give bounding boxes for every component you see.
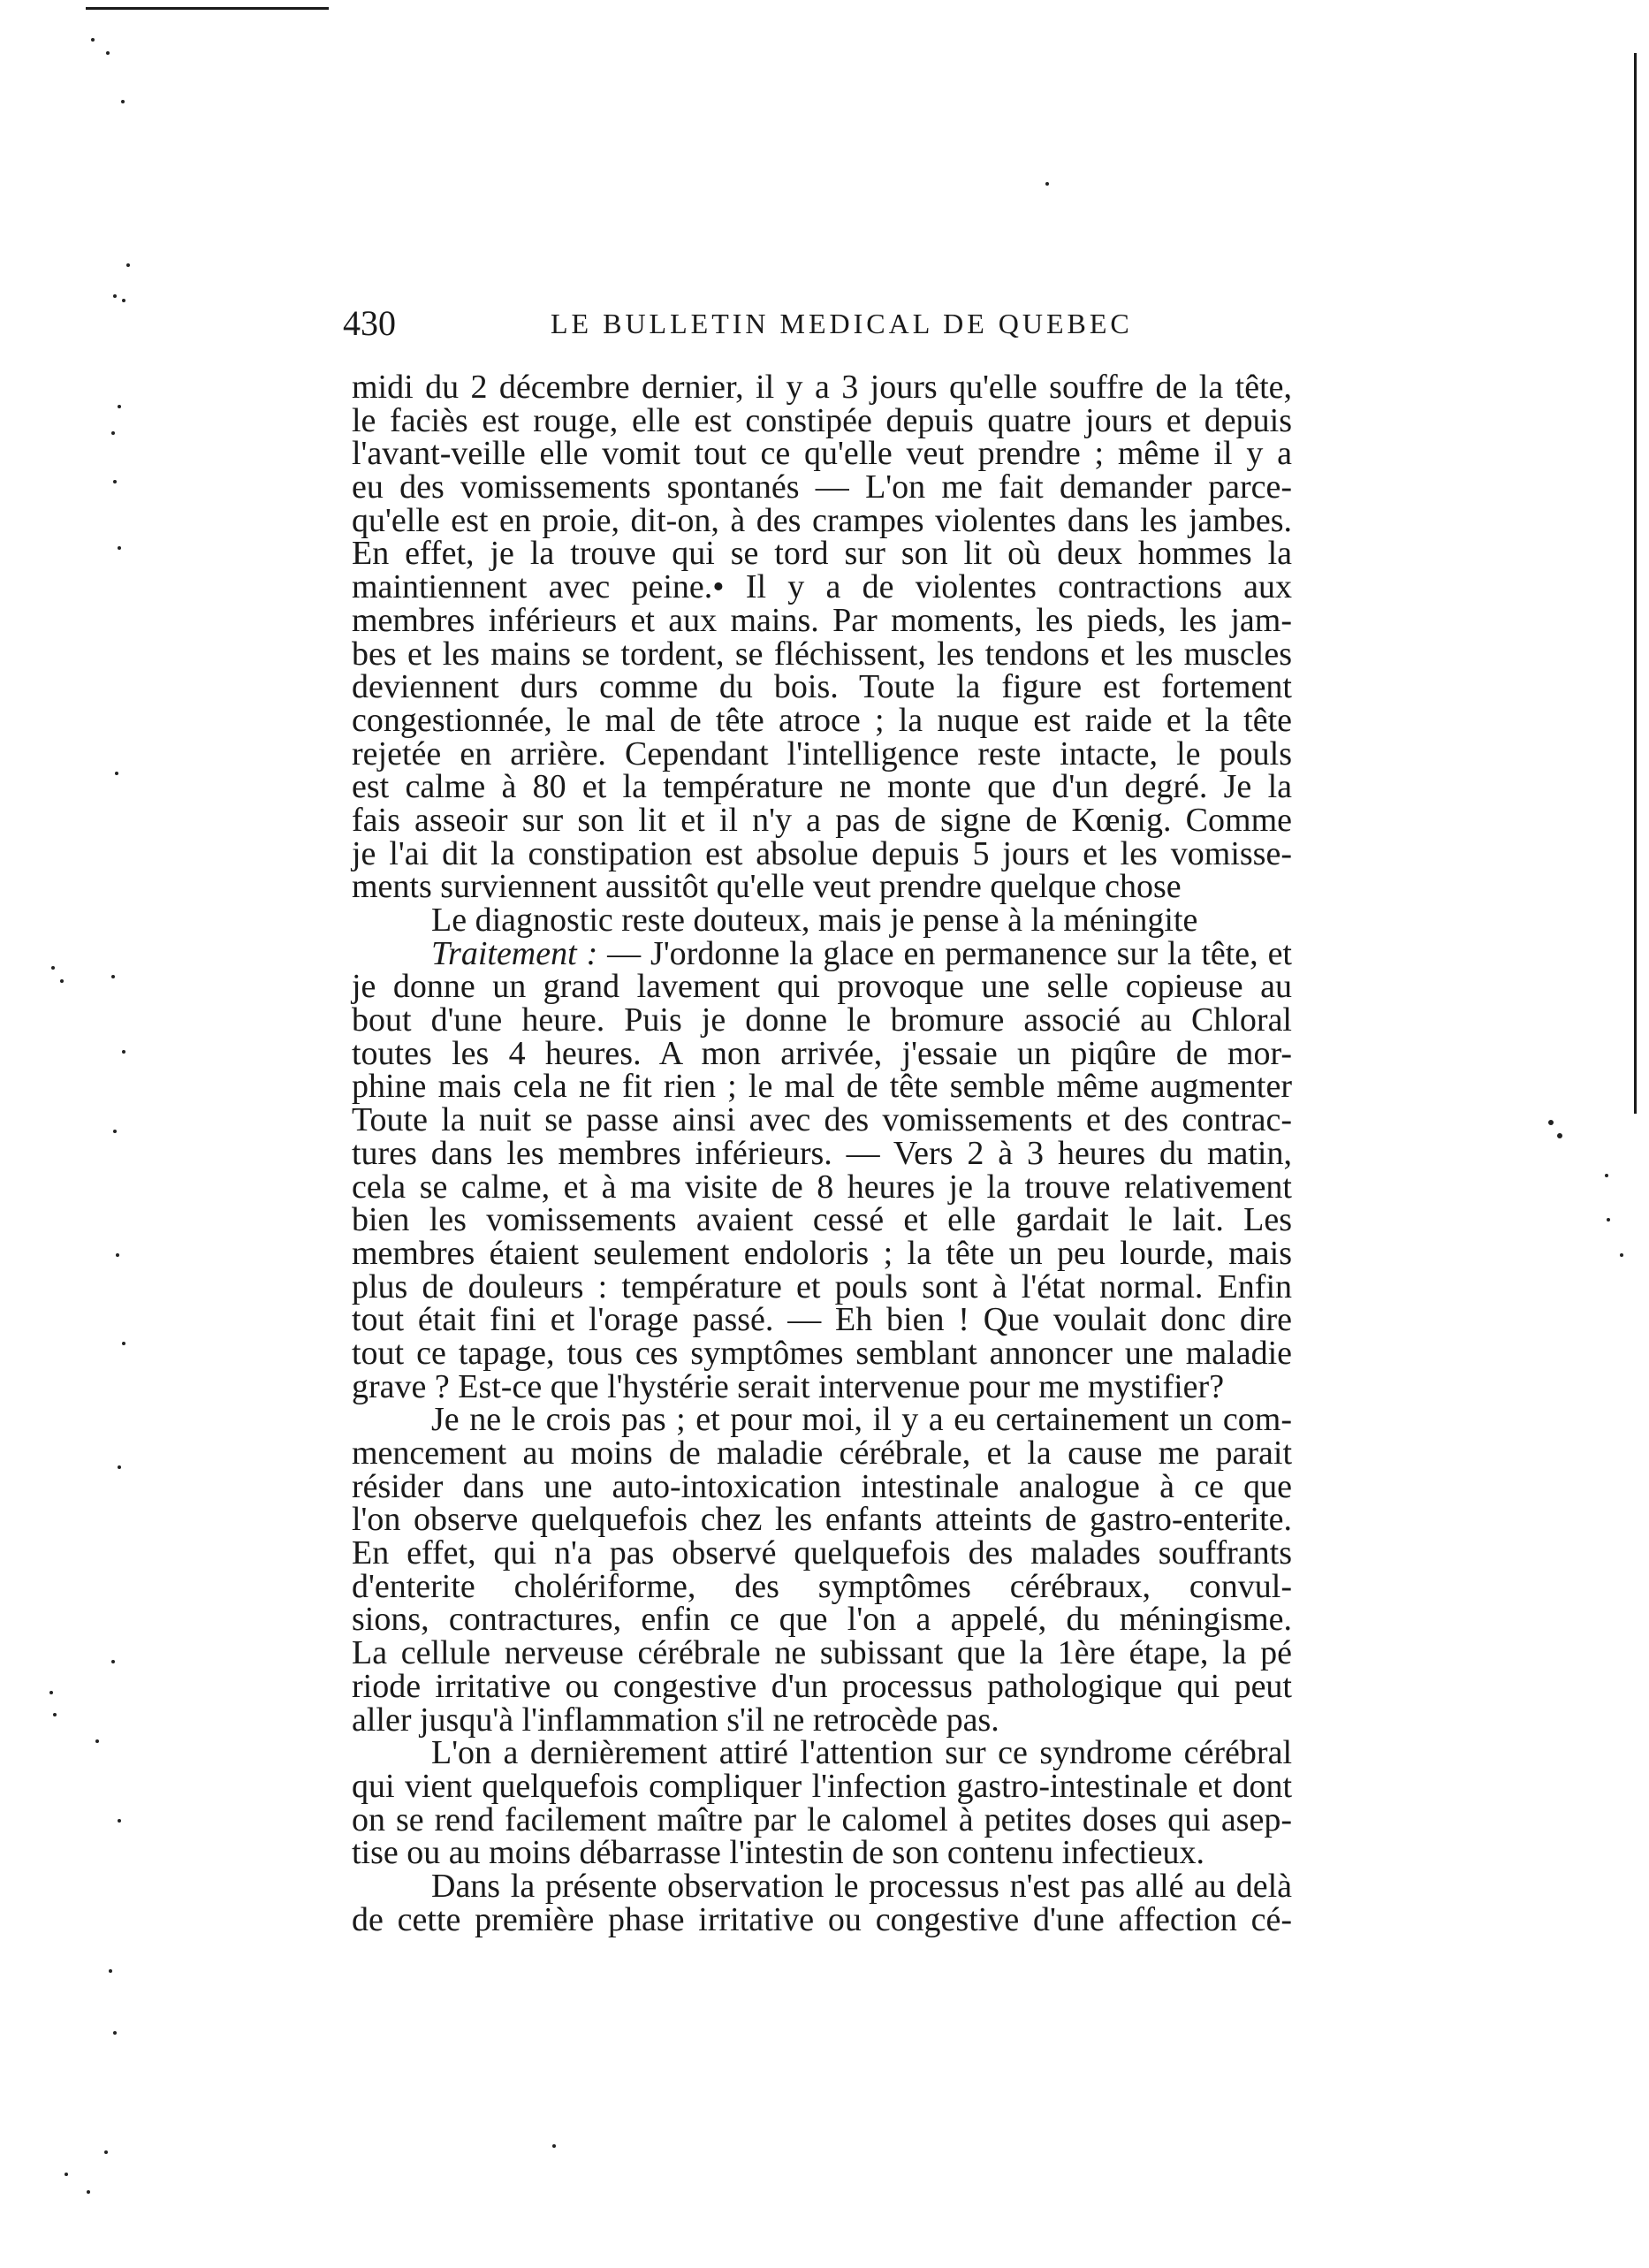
text-line: fais asseoir sur son lit et il n'y a pas de signe de Kœnig. Comme xyxy=(352,801,1292,839)
paragraph-start-line: Traitement : — J'ordonne la glace en permanence sur la tête, et xyxy=(431,934,1292,972)
body-text xyxy=(352,371,1292,1937)
page-number: 430 xyxy=(343,303,396,343)
paragraph-start-line: Je ne le crois pas ; et pour moi, il y a eu certainement un com- xyxy=(431,1401,1292,1439)
text-line: sions, contractures, enfin ce que l'on a appelé, du méningisme. xyxy=(352,1601,1292,1639)
paragraph-start-line: Dans la présente observation le processus n'est pas allé au delà xyxy=(431,1867,1292,1905)
text-line: je l'ai dit la constipation est absolue depuis 5 jours et les vomisse- xyxy=(352,834,1292,872)
text-line: tures dans les membres inférieurs. — Vers 2 à 3 heures du matin, xyxy=(352,1134,1292,1172)
text-line: aller jusqu'à l'inflammation s'il ne retrocède pas. xyxy=(352,1701,999,1739)
text-line: tise ou au moins débarrasse l'intestin de son contenu infectieux. xyxy=(352,1834,1205,1872)
text-line: En effet, qui n'a pas observé quelquefois des malades souffrants xyxy=(352,1534,1292,1572)
text-line: tout ce tapage, tous ces symptômes semblant annoncer une maladie xyxy=(352,1334,1292,1372)
text-line: je donne un grand lavement qui provoque une selle copieuse au xyxy=(352,968,1292,1006)
text-line: membres étaient seulement endoloris ; la tête un peu lourde, mais xyxy=(352,1234,1292,1272)
text-line: de cette première phase irritative ou congestive d'une affection cé- xyxy=(352,1900,1292,1938)
text-line: est calme à 80 et la température ne monte que d'un degré. Je la xyxy=(352,768,1292,806)
text-line: grave ? Est-ce que l'hystérie serait intervenue pour me mystifier? xyxy=(352,1367,1225,1405)
top-rule xyxy=(86,7,329,10)
text-line: membres inférieurs et aux mains. Par moments, les pieds, les jam- xyxy=(352,601,1292,639)
text-line: maintiennent avec peine.• Il y a de violentes contractions aux xyxy=(352,568,1292,606)
text-line: cela se calme, et à ma visite de 8 heures je la trouve relativement xyxy=(352,1168,1292,1206)
text-line: plus de douleurs : température et pouls sont à l'état normal. Enfin xyxy=(352,1267,1292,1305)
text-line: En effet, je la trouve qui se tord sur son lit où deux hommes la xyxy=(352,535,1292,573)
text-line: qui vient quelquefois compliquer l'infection gastro-intestinale et dont xyxy=(352,1767,1292,1805)
text-line: eu des vomissements spontanés — L'on me fait demander parce- xyxy=(352,468,1292,506)
paragraph-start-line: Le diagnostic reste douteux, mais je pense à la méningite xyxy=(431,902,1198,939)
text-line: d'enterite cholériforme, des symptômes cérébraux, convul- xyxy=(352,1567,1292,1605)
text-line: mencement au moins de maladie cérébrale, et la cause me parait xyxy=(352,1435,1292,1472)
text-line: bes et les mains se tordent, se fléchissent, les tendons et les muscles xyxy=(352,635,1292,673)
text-line: Toute la nuit se passe ainsi avec des vomissements et des contrac- xyxy=(352,1101,1292,1139)
text-line: phine mais cela ne fit rien ; le mal de tête semble même augmenter xyxy=(352,1068,1292,1106)
text-line: riode irritative ou congestive d'un processus pathologique qui peut xyxy=(352,1667,1292,1705)
text-line: ments surviennent aussitôt qu'elle veut prendre quelque chose xyxy=(352,868,1182,906)
text-line: résider dans une auto-intoxication intestinale analogue à ce que xyxy=(352,1467,1292,1505)
text-line: le faciès est rouge, elle est constipée depuis quatre jours et depuis xyxy=(352,401,1292,439)
text-line: tout était fini et l'orage passé. — Eh bien ! Que voulait donc dire xyxy=(352,1301,1292,1339)
text-line: La cellule nerveuse cérébrale ne subissant que la 1ère étape, la pé xyxy=(352,1634,1292,1672)
text-line: congestionnée, le mal de tête atroce ; la nuque est raide et la tête xyxy=(352,701,1292,739)
paragraph-start-line: L'on a dernièrement attiré l'attention sur ce syndrome cérébral xyxy=(431,1734,1292,1772)
text-line: deviennent durs comme du bois. Toute la figure est fortement xyxy=(352,668,1292,706)
text-line: l'avant-veille elle vomit tout ce qu'elle veut prendre ; même il y a xyxy=(352,435,1292,473)
text-line: l'on observe quelquefois chez les enfants atteints de gastro-enterite. xyxy=(352,1501,1292,1539)
page-header xyxy=(343,297,1280,350)
running-head: LE BULLETIN MEDICAL DE QUEBEC xyxy=(551,308,1133,339)
text-line: bout d'une heure. Puis je donne le bromure associé au Chloral xyxy=(352,1001,1292,1039)
text-line: midi du 2 décembre dernier, il y a 3 jours qu'elle souffre de la tête, xyxy=(352,369,1292,406)
text-line: rejetée en arrière. Cependant l'intelligence reste intacte, le pouls xyxy=(352,734,1292,772)
text-line: bien les vomissements avaient cessé et elle gardait le lait. Les xyxy=(352,1201,1292,1239)
text-line: toutes les 4 heures. A mon arrivée, j'essaie un piqûre de mor- xyxy=(352,1034,1292,1072)
text-line: qu'elle est en proie, dit-on, à des crampes violentes dans les jambes. xyxy=(352,501,1292,539)
text-line: on se rend facilement maître par le calomel à petites doses qui asep- xyxy=(352,1800,1292,1838)
page-edge-line xyxy=(1634,53,1637,1114)
